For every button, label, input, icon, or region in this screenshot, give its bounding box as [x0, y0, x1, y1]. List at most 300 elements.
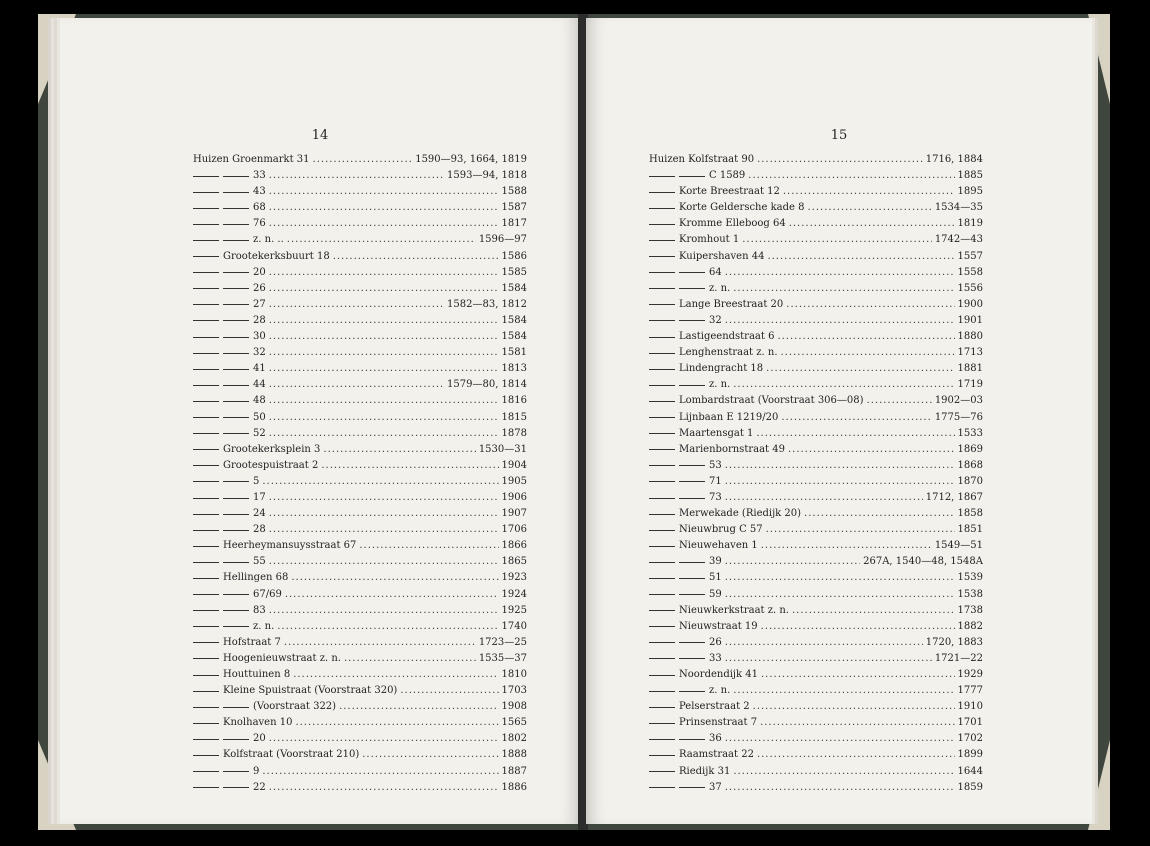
ditto-dashes: [193, 433, 253, 434]
leader-dots: [339, 699, 498, 715]
ditto-dashes: [193, 401, 253, 402]
ditto-dashes: [649, 401, 679, 402]
ditto-dashes: [193, 642, 223, 643]
ditto-dashes: [649, 337, 679, 338]
entry-years: 1738: [957, 604, 983, 616]
entry-years: 1902—03: [934, 395, 983, 407]
entry-years: 1866: [501, 540, 527, 552]
leader-dots: [725, 731, 955, 747]
ditto-dashes: [193, 288, 253, 289]
index-entry: [193, 683, 527, 699]
leader-dots: [269, 297, 444, 313]
entry-years: 1929: [957, 669, 983, 680]
index-entry: [649, 361, 983, 377]
index-entry: [193, 377, 527, 393]
ditto-dashes: [193, 192, 253, 193]
leader-dots: [262, 474, 498, 490]
entry-name: Lenghenstraat z. n.: [679, 347, 778, 359]
entry-years: 1586: [501, 250, 527, 262]
leader-dots: [761, 619, 955, 635]
ditto-dashes: [649, 465, 709, 466]
entry-name: Korte Geldersche kade 8: [679, 202, 805, 214]
index-entry: [649, 683, 983, 699]
entry-name: 20: [253, 733, 266, 745]
entry-name: Prinsenstraat 7: [679, 717, 758, 729]
index-entry: [649, 603, 983, 619]
entry-years: 1533: [957, 427, 983, 439]
right-page-number: 15: [830, 128, 848, 143]
index-entry: [649, 313, 983, 329]
leader-dots: [269, 506, 499, 522]
ditto-dashes: [193, 369, 253, 370]
entry-years: 1775—76: [934, 411, 983, 423]
ditto-dashes: [649, 642, 709, 643]
entry-years: 1905: [501, 475, 527, 487]
entry-name: z. n.: [709, 685, 731, 697]
leader-dots: [725, 458, 955, 474]
leader-dots: [756, 426, 954, 442]
entry-years: 1817: [501, 218, 527, 230]
index-entry: [193, 249, 527, 265]
entry-years: 1908: [501, 701, 527, 713]
right-page: [586, 18, 1092, 824]
entry-years: 1584: [501, 282, 527, 294]
leader-dots: [725, 313, 955, 329]
leader-dots: [725, 554, 860, 570]
index-entry: [193, 780, 527, 796]
entry-years: 1713: [957, 347, 983, 359]
index-entry: [649, 152, 983, 168]
entry-name: Knolhaven 10: [223, 717, 293, 729]
ditto-dashes: [193, 691, 223, 692]
ditto-dashes: [649, 385, 709, 386]
entry-years: 1644: [957, 765, 983, 777]
entry-years: 1706: [501, 524, 527, 536]
entry-years: 1924: [501, 588, 527, 600]
ditto-dashes: [193, 578, 223, 579]
entry-years: 1899: [957, 749, 983, 761]
entry-name: Hofstraat 7: [223, 636, 281, 648]
index-entry: [193, 699, 527, 715]
index-entry: [649, 297, 983, 313]
index-entry: [193, 715, 527, 731]
leader-dots: [269, 313, 499, 329]
leader-dots: [269, 329, 499, 345]
entry-years: 1539: [957, 572, 983, 584]
leader-dots: [344, 651, 476, 667]
entry-name: 20: [253, 266, 266, 278]
entry-name: Huizen Groenmarkt 31: [193, 154, 310, 165]
index-entry: [649, 393, 983, 409]
index-entry: [193, 184, 527, 200]
ditto-dashes: [649, 610, 679, 611]
index-entry: [649, 426, 983, 442]
entry-name: Kromme Elleboog 64: [679, 218, 786, 230]
entry-name: Kromhout 1: [679, 234, 740, 246]
ditto-dashes: [193, 514, 253, 515]
ditto-dashes: [193, 208, 253, 209]
entry-years: 1925: [501, 604, 527, 616]
index-entry: [649, 442, 983, 458]
entry-name: Nieuwehaven 1: [679, 540, 758, 552]
index-entry: [649, 410, 983, 426]
ditto-dashes: [649, 691, 709, 692]
leader-dots: [313, 152, 413, 168]
ditto-dashes: [193, 675, 223, 676]
leader-dots: [269, 554, 499, 570]
entry-years: 1584: [501, 314, 527, 326]
entry-years: 1886: [501, 781, 527, 793]
entry-years: 1870: [957, 475, 983, 487]
entry-years: 1723—25: [478, 636, 527, 648]
entry-name: Lombardstraat (Voorstraat 306—08): [679, 395, 864, 407]
entry-years: 1742—43: [934, 234, 983, 246]
entry-name: Lindengracht 18: [679, 363, 764, 375]
entry-name: Huizen Kolfstraat 90: [649, 154, 755, 165]
entry-name: 43: [253, 186, 266, 198]
entry-name: z. n. ..: [253, 234, 284, 246]
index-entry: [193, 603, 527, 619]
leader-dots: [725, 780, 955, 796]
entry-name: 48: [253, 395, 266, 407]
index-entry: [193, 747, 527, 763]
entry-name: 41: [253, 363, 266, 375]
leader-dots: [725, 651, 932, 667]
ditto-dashes: [193, 320, 253, 321]
entry-name: 52: [253, 427, 266, 439]
entry-name: Lange Breestraat 20: [679, 298, 784, 310]
leader-dots: [269, 490, 499, 506]
index-entry: [193, 506, 527, 522]
entry-name: 51: [709, 572, 722, 584]
ditto-dashes: [193, 658, 223, 659]
entry-years: 1740: [501, 620, 527, 632]
leader-dots: [725, 490, 923, 506]
index-entry: [649, 538, 983, 554]
index-entry: [193, 538, 527, 554]
leader-dots: [269, 522, 499, 538]
leader-dots: [725, 635, 923, 651]
entry-years: 1810: [501, 669, 527, 680]
entry-name: 68: [253, 202, 266, 214]
ditto-dashes: [649, 304, 679, 305]
index-entry: [649, 345, 983, 361]
leader-dots: [804, 506, 955, 522]
entry-years: 1558: [957, 266, 983, 278]
entry-years: 1530—31: [478, 443, 527, 455]
ditto-dashes: [193, 256, 223, 257]
index-entry: [193, 152, 527, 168]
leader-dots: [362, 747, 498, 763]
entry-name: 33: [253, 170, 266, 182]
index-entry: [649, 265, 983, 281]
index-entry: [193, 313, 527, 329]
entry-name: 67/69: [253, 588, 282, 600]
leader-dots: [262, 764, 498, 780]
entry-name: 28: [253, 524, 266, 536]
index-entry: [649, 715, 983, 731]
entry-years: 1587: [501, 202, 527, 214]
index-entry: [193, 297, 527, 313]
entry-years: 1816: [501, 395, 527, 407]
index-entry: [649, 747, 983, 763]
entry-name: 36: [709, 733, 722, 745]
ditto-dashes: [649, 192, 679, 193]
leader-dots: [269, 200, 499, 216]
entry-years: 267A, 1540—48, 1548A: [863, 556, 983, 568]
ditto-dashes: [193, 787, 253, 788]
ditto-dashes: [193, 449, 223, 450]
leader-dots: [285, 587, 499, 603]
ditto-dashes: [193, 707, 253, 708]
leader-dots: [333, 249, 499, 265]
leader-dots: [269, 410, 499, 426]
entry-name: Kuipershaven 44: [679, 250, 765, 262]
entry-years: 1904: [501, 459, 527, 471]
entry-years: 1557: [957, 250, 983, 262]
index-entry: [649, 731, 983, 747]
leader-dots: [760, 715, 954, 731]
entry-name: 24: [253, 508, 266, 520]
leader-dots: [269, 731, 499, 747]
entry-name: Heerheymansuysstraat 67: [223, 540, 357, 552]
leader-dots: [269, 345, 499, 361]
index-entry: [193, 731, 527, 747]
index-entry: [193, 587, 527, 603]
leader-dots: [269, 377, 444, 393]
index-entry: [193, 345, 527, 361]
ditto-dashes: [193, 240, 253, 241]
leader-dots: [757, 152, 923, 168]
ditto-dashes: [649, 320, 709, 321]
leader-dots: [269, 184, 499, 200]
entry-years: 1556: [957, 282, 983, 294]
ditto-dashes: [649, 594, 709, 595]
index-entry: [649, 200, 983, 216]
leader-dots: [284, 635, 476, 651]
entry-years: 1906: [501, 491, 527, 503]
entry-years: 1590—93, 1664, 1819: [415, 154, 527, 165]
entry-name: (Voorstraat 322): [253, 701, 337, 713]
leader-dots: [733, 764, 954, 780]
index-entry: [193, 635, 527, 651]
entry-name: 59: [709, 588, 722, 600]
ditto-dashes: [649, 224, 679, 225]
entry-name: 32: [709, 314, 722, 326]
ditto-dashes: [193, 176, 253, 177]
entry-years: 1585: [501, 266, 527, 278]
entry-years: 1534—35: [934, 202, 983, 214]
ditto-dashes: [193, 481, 253, 482]
entry-years: 1581: [501, 347, 527, 359]
leader-dots: [733, 377, 954, 393]
index-entry: [193, 265, 527, 281]
entry-name: Lastigeendstraat 6: [679, 331, 775, 343]
leader-dots: [725, 474, 955, 490]
index-entry: [193, 393, 527, 409]
leader-dots: [725, 570, 955, 586]
ditto-dashes: [193, 272, 253, 273]
ditto-dashes: [649, 256, 679, 257]
entry-name: Merwekade (Riedijk 20): [679, 508, 802, 520]
index-entry: [649, 651, 983, 667]
index-entry: [649, 635, 983, 651]
index-entry: [649, 587, 983, 603]
leader-dots: [783, 184, 955, 200]
entry-name: Grootespuistraat 2: [223, 459, 319, 471]
index-entry: [193, 490, 527, 506]
entry-name: 76: [253, 218, 266, 230]
entry-years: 1887: [501, 765, 527, 777]
entry-years: 1923: [501, 572, 527, 584]
ditto-dashes: [193, 771, 253, 772]
index-entry: [193, 764, 527, 780]
index-entry: [193, 442, 527, 458]
index-entry: [193, 667, 527, 683]
entry-name: Raamstraat 22: [679, 749, 754, 761]
leader-dots: [359, 538, 498, 554]
ditto-dashes: [193, 594, 253, 595]
index-entry: [193, 619, 527, 635]
ditto-dashes: [649, 433, 679, 434]
right-index-list: [649, 152, 983, 796]
leader-dots: [788, 442, 955, 458]
entry-name: 17: [253, 491, 266, 503]
ditto-dashes: [193, 723, 223, 724]
leader-dots: [269, 168, 444, 184]
leader-dots: [781, 345, 955, 361]
index-entry: [649, 554, 983, 570]
entry-name: z. n.: [709, 282, 731, 294]
ditto-dashes: [193, 739, 253, 740]
ditto-dashes: [193, 755, 223, 756]
ditto-dashes: [649, 449, 679, 450]
leader-dots: [323, 442, 475, 458]
entry-years: 1910: [957, 701, 983, 713]
entry-name: 39: [709, 556, 722, 568]
entry-name: 9: [253, 765, 260, 777]
entry-years: 1865: [501, 556, 527, 568]
leader-dots: [725, 587, 955, 603]
index-entry: [649, 281, 983, 297]
ditto-dashes: [193, 546, 223, 547]
leader-dots: [767, 249, 954, 265]
index-entry: [193, 522, 527, 538]
leader-dots: [733, 683, 954, 699]
entry-years: 1881: [957, 363, 983, 375]
leader-dots: [269, 603, 499, 619]
entry-years: 1851: [957, 524, 983, 536]
leader-dots: [792, 603, 955, 619]
entry-years: 1878: [501, 427, 527, 439]
index-entry: [649, 474, 983, 490]
leader-dots: [269, 265, 499, 281]
entry-name: 26: [709, 636, 722, 648]
index-entry: [649, 329, 983, 345]
entry-name: Hellingen 68: [223, 572, 289, 584]
entry-name: Grootekerksplein 3: [223, 443, 321, 455]
leader-dots: [733, 281, 954, 297]
ditto-dashes: [649, 288, 709, 289]
index-entry: [649, 522, 983, 538]
ditto-dashes: [193, 562, 253, 563]
entry-years: 1719: [957, 379, 983, 391]
entry-name: Noordendijk 41: [679, 669, 758, 680]
entry-years: 1802: [501, 733, 527, 745]
entry-name: 27: [253, 298, 266, 310]
leader-dots: [748, 168, 954, 184]
index-entry: [193, 410, 527, 426]
entry-years: 1565: [501, 717, 527, 729]
ditto-dashes: [193, 337, 253, 338]
index-entry: [649, 699, 983, 715]
entry-years: 1885: [957, 170, 983, 182]
index-entry: [649, 168, 983, 184]
leader-dots: [269, 361, 499, 377]
entry-years: 1813: [501, 363, 527, 375]
index-entry: [649, 570, 983, 586]
entry-years: 1882: [957, 620, 983, 632]
leader-dots: [287, 232, 476, 248]
left-index-list: [193, 152, 527, 796]
ditto-dashes: [649, 578, 709, 579]
ditto-dashes: [649, 562, 709, 563]
entry-name: 71: [709, 475, 722, 487]
leader-dots: [867, 393, 932, 409]
entry-name: 5: [253, 475, 260, 487]
leader-dots: [757, 747, 955, 763]
leader-dots: [321, 458, 498, 474]
leader-dots: [761, 538, 932, 554]
leader-dots: [807, 200, 931, 216]
entry-name: C 1589: [709, 170, 746, 182]
leader-dots: [786, 297, 954, 313]
index-entry: [193, 200, 527, 216]
entry-name: z. n.: [253, 620, 275, 632]
ditto-dashes: [649, 755, 679, 756]
entry-name: 44: [253, 379, 266, 391]
ditto-dashes: [193, 626, 253, 627]
leader-dots: [725, 265, 955, 281]
leader-dots: [269, 393, 499, 409]
index-entry: [193, 168, 527, 184]
ditto-dashes: [649, 176, 709, 177]
entry-name: Nieuwstraat 19: [679, 620, 758, 632]
entry-name: 28: [253, 314, 266, 326]
ditto-dashes: [649, 658, 709, 659]
ditto-dashes: [649, 272, 709, 273]
leader-dots: [293, 667, 498, 683]
index-entry: [193, 216, 527, 232]
entry-name: Grootekerksbuurt 18: [223, 250, 330, 262]
entry-name: Kolfstraat (Voorstraat 210): [223, 749, 360, 761]
entry-years: 1901: [957, 314, 983, 326]
ditto-dashes: [649, 369, 679, 370]
index-entry: [193, 232, 527, 248]
entry-years: 1584: [501, 331, 527, 343]
index-entry: [649, 216, 983, 232]
entry-name: 83: [253, 604, 266, 616]
ditto-dashes: [649, 626, 679, 627]
entry-years: 1701: [957, 717, 983, 729]
ditto-dashes: [649, 208, 679, 209]
index-entry: [193, 570, 527, 586]
entry-name: 73: [709, 491, 722, 503]
leader-dots: [766, 522, 955, 538]
index-entry: [193, 361, 527, 377]
index-entry: [649, 667, 983, 683]
ditto-dashes: [649, 739, 709, 740]
